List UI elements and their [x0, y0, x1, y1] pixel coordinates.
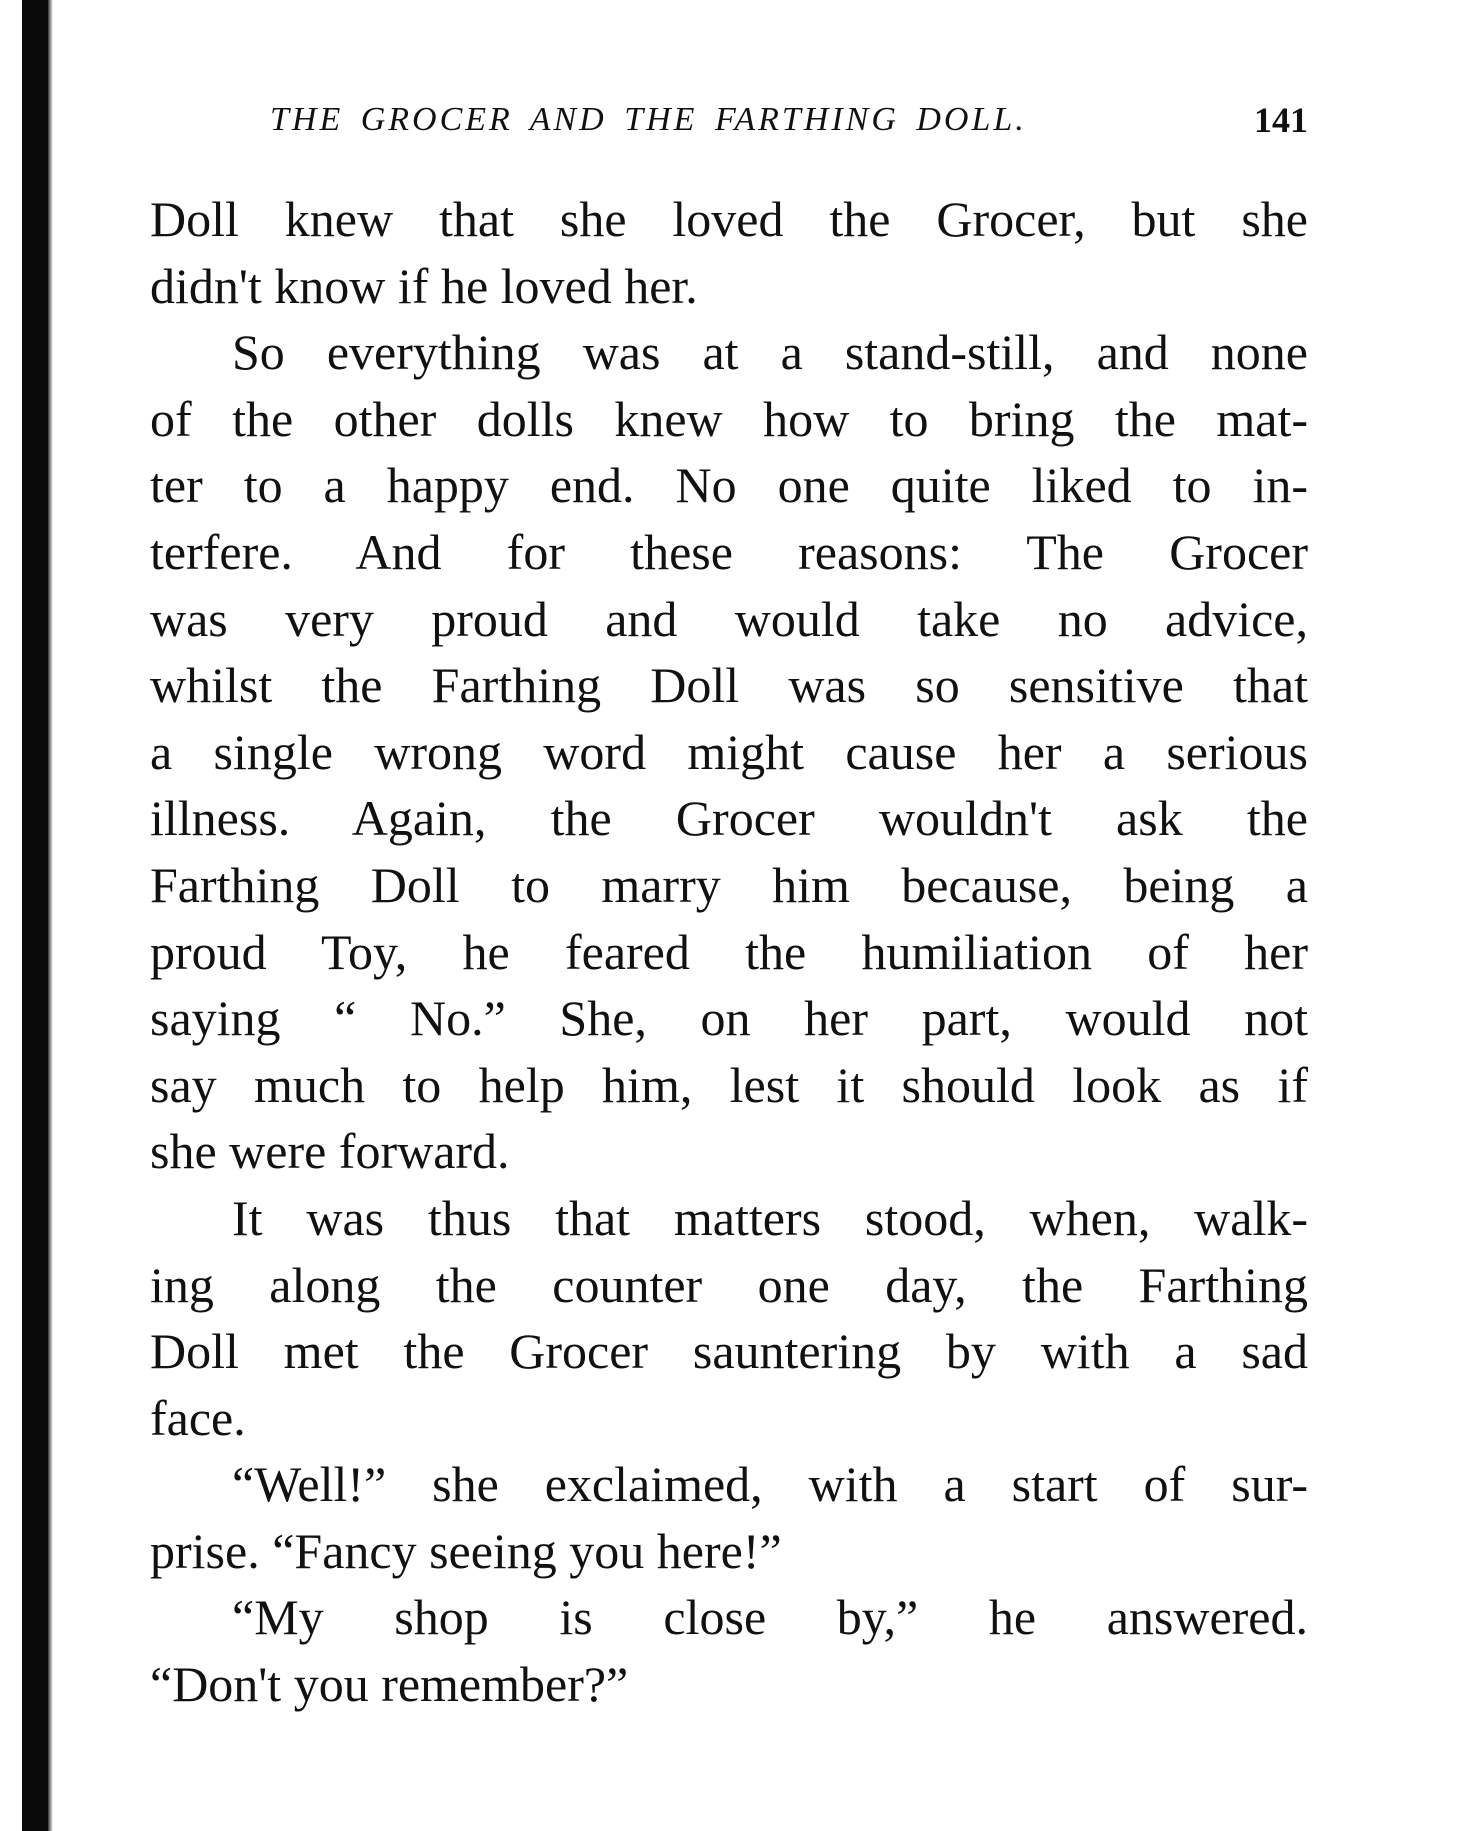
text-line: “My shop is close by,” he answered.: [232, 1589, 1308, 1646]
text-line: proud Toy, he feared the humiliation of her: [150, 923, 1308, 980]
text-line: ing along the counter one day, the Farthing: [150, 1256, 1308, 1313]
text-line: a single wrong word might cause her a serious: [150, 723, 1308, 780]
text-line: whilst the Farthing Doll was so sensitive that: [150, 657, 1308, 714]
text-line: ter to a happy end. No one quite liked to in-: [150, 457, 1308, 514]
text-line: “Well!” she exclaimed, with a start of sur-: [232, 1456, 1308, 1513]
scanned-page-edge: [22, 0, 48, 1831]
text-line: Doll knew that she loved the Grocer, but she: [150, 191, 1308, 247]
text-line: was very proud and would take no advice,: [150, 590, 1308, 647]
text-line: of the other dolls knew how to bring the mat-: [150, 390, 1308, 447]
text-line: “Don't you remember?”: [150, 1656, 629, 1713]
running-header: [150, 96, 1308, 144]
running-header-title: THE GROCER AND THE FARTHING DOLL.: [270, 101, 1027, 138]
text-line: saying “ No.” She, on her part, would not: [150, 990, 1308, 1047]
text-line: Doll met the Grocer sauntering by with a sad: [150, 1323, 1308, 1380]
text-line: prise. “Fancy seeing you here!”: [150, 1522, 782, 1579]
text-line: Farthing Doll to marry him because, being a: [150, 856, 1308, 913]
text-line: say much to help him, lest it should look as if: [150, 1056, 1308, 1113]
page-number: 141: [1254, 100, 1308, 140]
text-line: illness. Again, the Grocer wouldn't ask the: [150, 790, 1308, 847]
text-line: didn't know if he loved her.: [150, 257, 698, 314]
text-line: So everything was at a stand-still, and none: [232, 324, 1308, 381]
text-line: terfere. And for these reasons: The Grocer: [150, 523, 1308, 580]
text-line: It was thus that matters stood, when, walk-: [232, 1189, 1308, 1246]
text-line: she were forward.: [150, 1123, 510, 1180]
text-line: face.: [150, 1389, 246, 1446]
body-text: [150, 186, 1308, 1718]
